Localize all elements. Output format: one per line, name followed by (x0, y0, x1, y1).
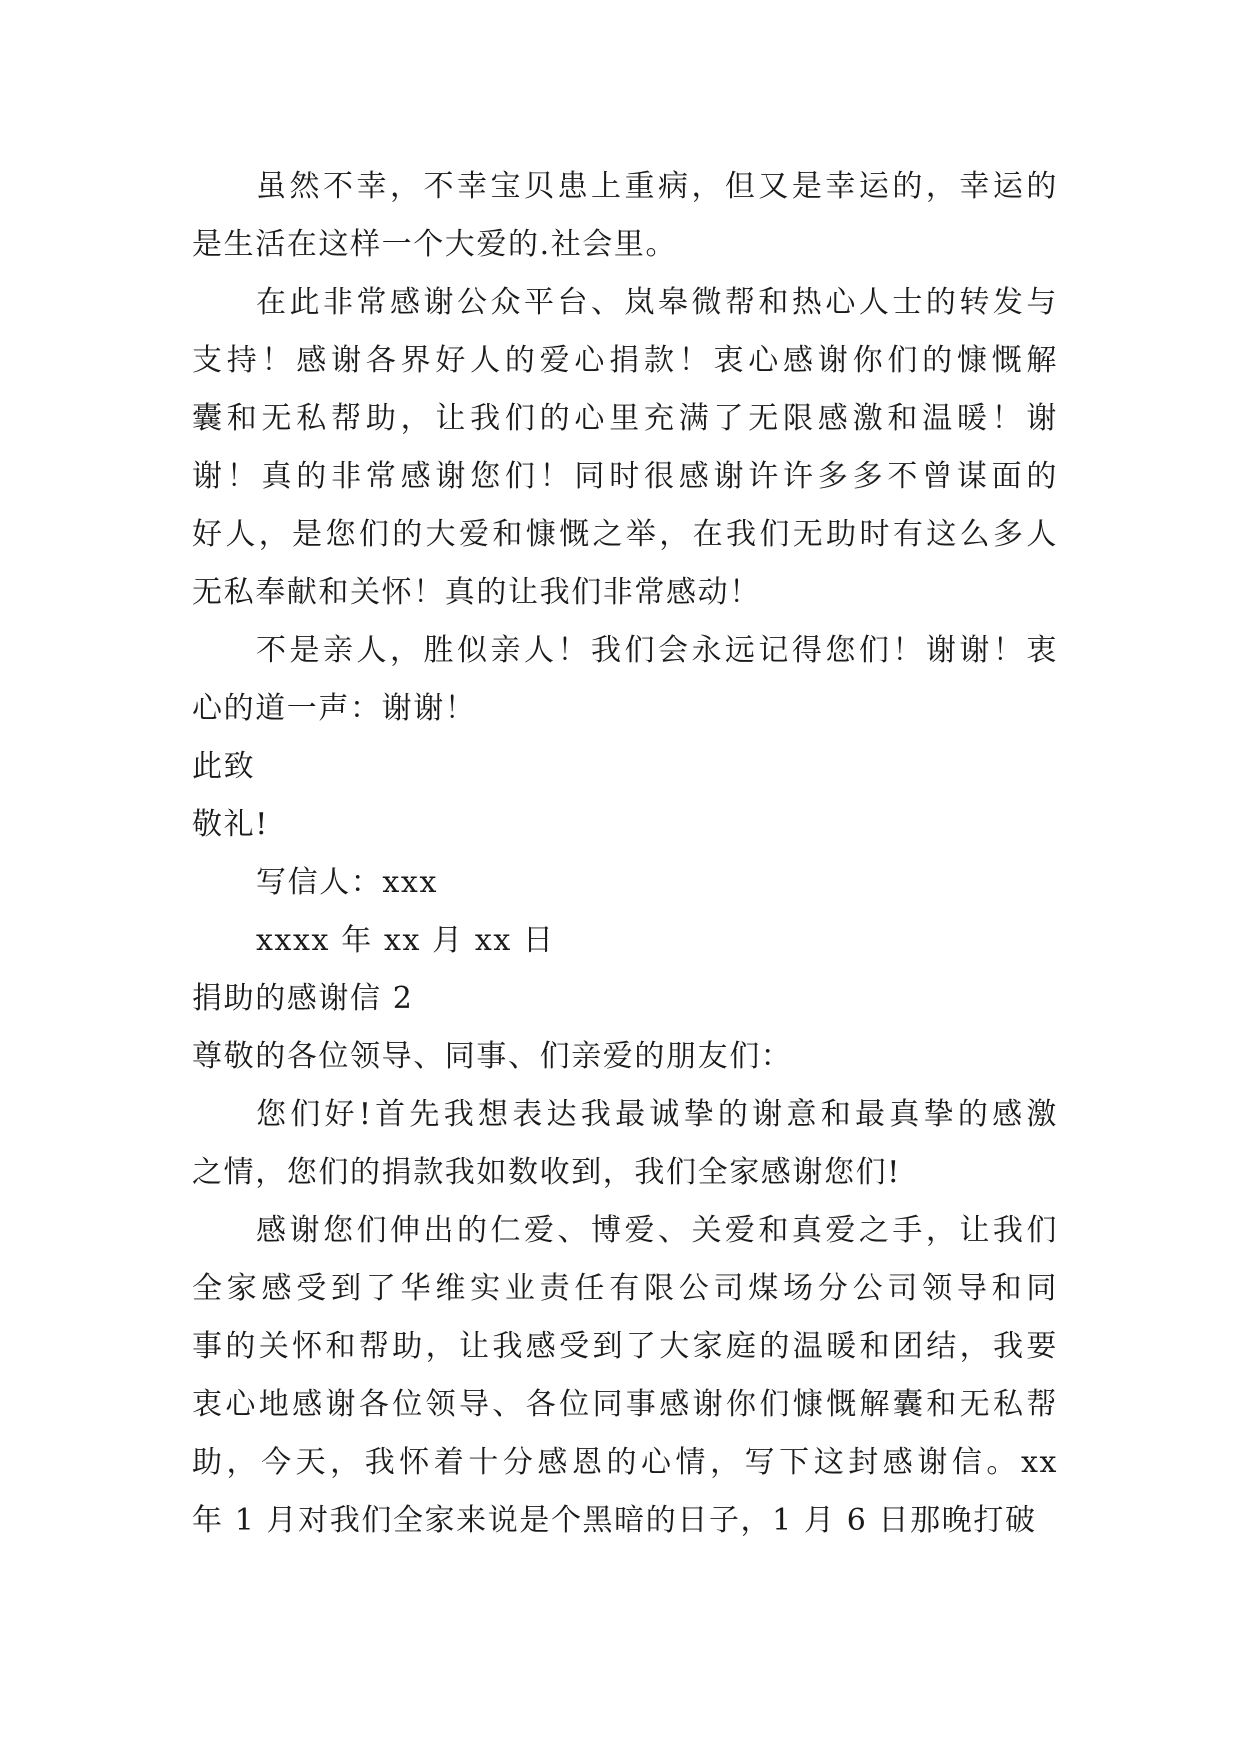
paragraph (192, 274, 1058, 622)
text-line: 心的道一声：谢谢！ (192, 691, 477, 726)
text-line: 是生活在这样一个大爱的.社会里。 (192, 227, 678, 262)
paragraph (192, 158, 1058, 274)
text-line: 好人，是您们的大爱和慷慨之举，在我们无助时有这么多人 (192, 517, 1058, 552)
text-line: 虽然不幸，不幸宝贝患上重病，但又是幸运的，幸运的 (256, 169, 1058, 204)
text-line: 支持！感谢各界好人的爱心捐款！衷心感谢你们的慷慨解 (192, 343, 1058, 378)
paragraph (192, 738, 1058, 796)
text-line: 此致 (192, 749, 256, 784)
text-line: 感谢您们伸出的仁爱、博爱、关爱和真爱之手，让我们 (256, 1213, 1058, 1248)
paragraph (192, 1086, 1058, 1202)
paragraph (192, 1028, 1058, 1086)
text-line: 敬礼! (192, 807, 269, 842)
text-line: 谢！真的非常感谢您们！同时很感谢许许多多不曾谋面的 (192, 459, 1058, 494)
paragraph (192, 796, 1058, 854)
text-line: 衷心地感谢各位领导、各位同事感谢你们慷慨解囊和无私帮 (192, 1387, 1058, 1422)
text-line: 捐助的感谢信 2 (192, 981, 414, 1016)
text-line: 无私奉献和关怀！真的让我们非常感动！ (192, 575, 761, 610)
paragraph (192, 912, 1058, 970)
text-line: 囊和无私帮助，让我们的心里充满了无限感激和温暖！谢 (192, 401, 1058, 436)
text-line: xxxx 年 xx 月 xx 日 (256, 923, 555, 958)
text-line: 不是亲人，胜似亲人！我们会永远记得您们！谢谢！衷 (256, 633, 1058, 668)
text-line: 年 1 月对我们全家来说是个黑暗的日子，1 月 6 日那晚打破 (192, 1503, 1037, 1538)
text-line: 之情，您们的捐款我如数收到，我们全家感谢您们! (192, 1155, 901, 1190)
text-line: 您们好!首先我想表达我最诚挚的谢意和最真挚的感激 (256, 1097, 1058, 1132)
text-line: 事的关怀和帮助，让我感受到了大家庭的温暖和团结，我要 (192, 1329, 1058, 1364)
text-line: 尊敬的各位领导、同事、们亲爱的朋友们： (192, 1039, 793, 1074)
text-line: 助，今天，我怀着十分感恩的心情，写下这封感谢信。xx (192, 1445, 1058, 1480)
paragraph (192, 970, 1058, 1028)
paragraph (192, 1202, 1058, 1550)
paragraph (192, 854, 1058, 912)
document-page (192, 158, 1058, 1550)
text-line: 写信人：xxx (256, 865, 438, 900)
paragraph (192, 622, 1058, 738)
text-line: 全家感受到了华维实业责任有限公司煤场分公司领导和同 (192, 1271, 1058, 1306)
text-line: 在此非常感谢公众平台、岚皋微帮和热心人士的转发与 (256, 285, 1058, 320)
